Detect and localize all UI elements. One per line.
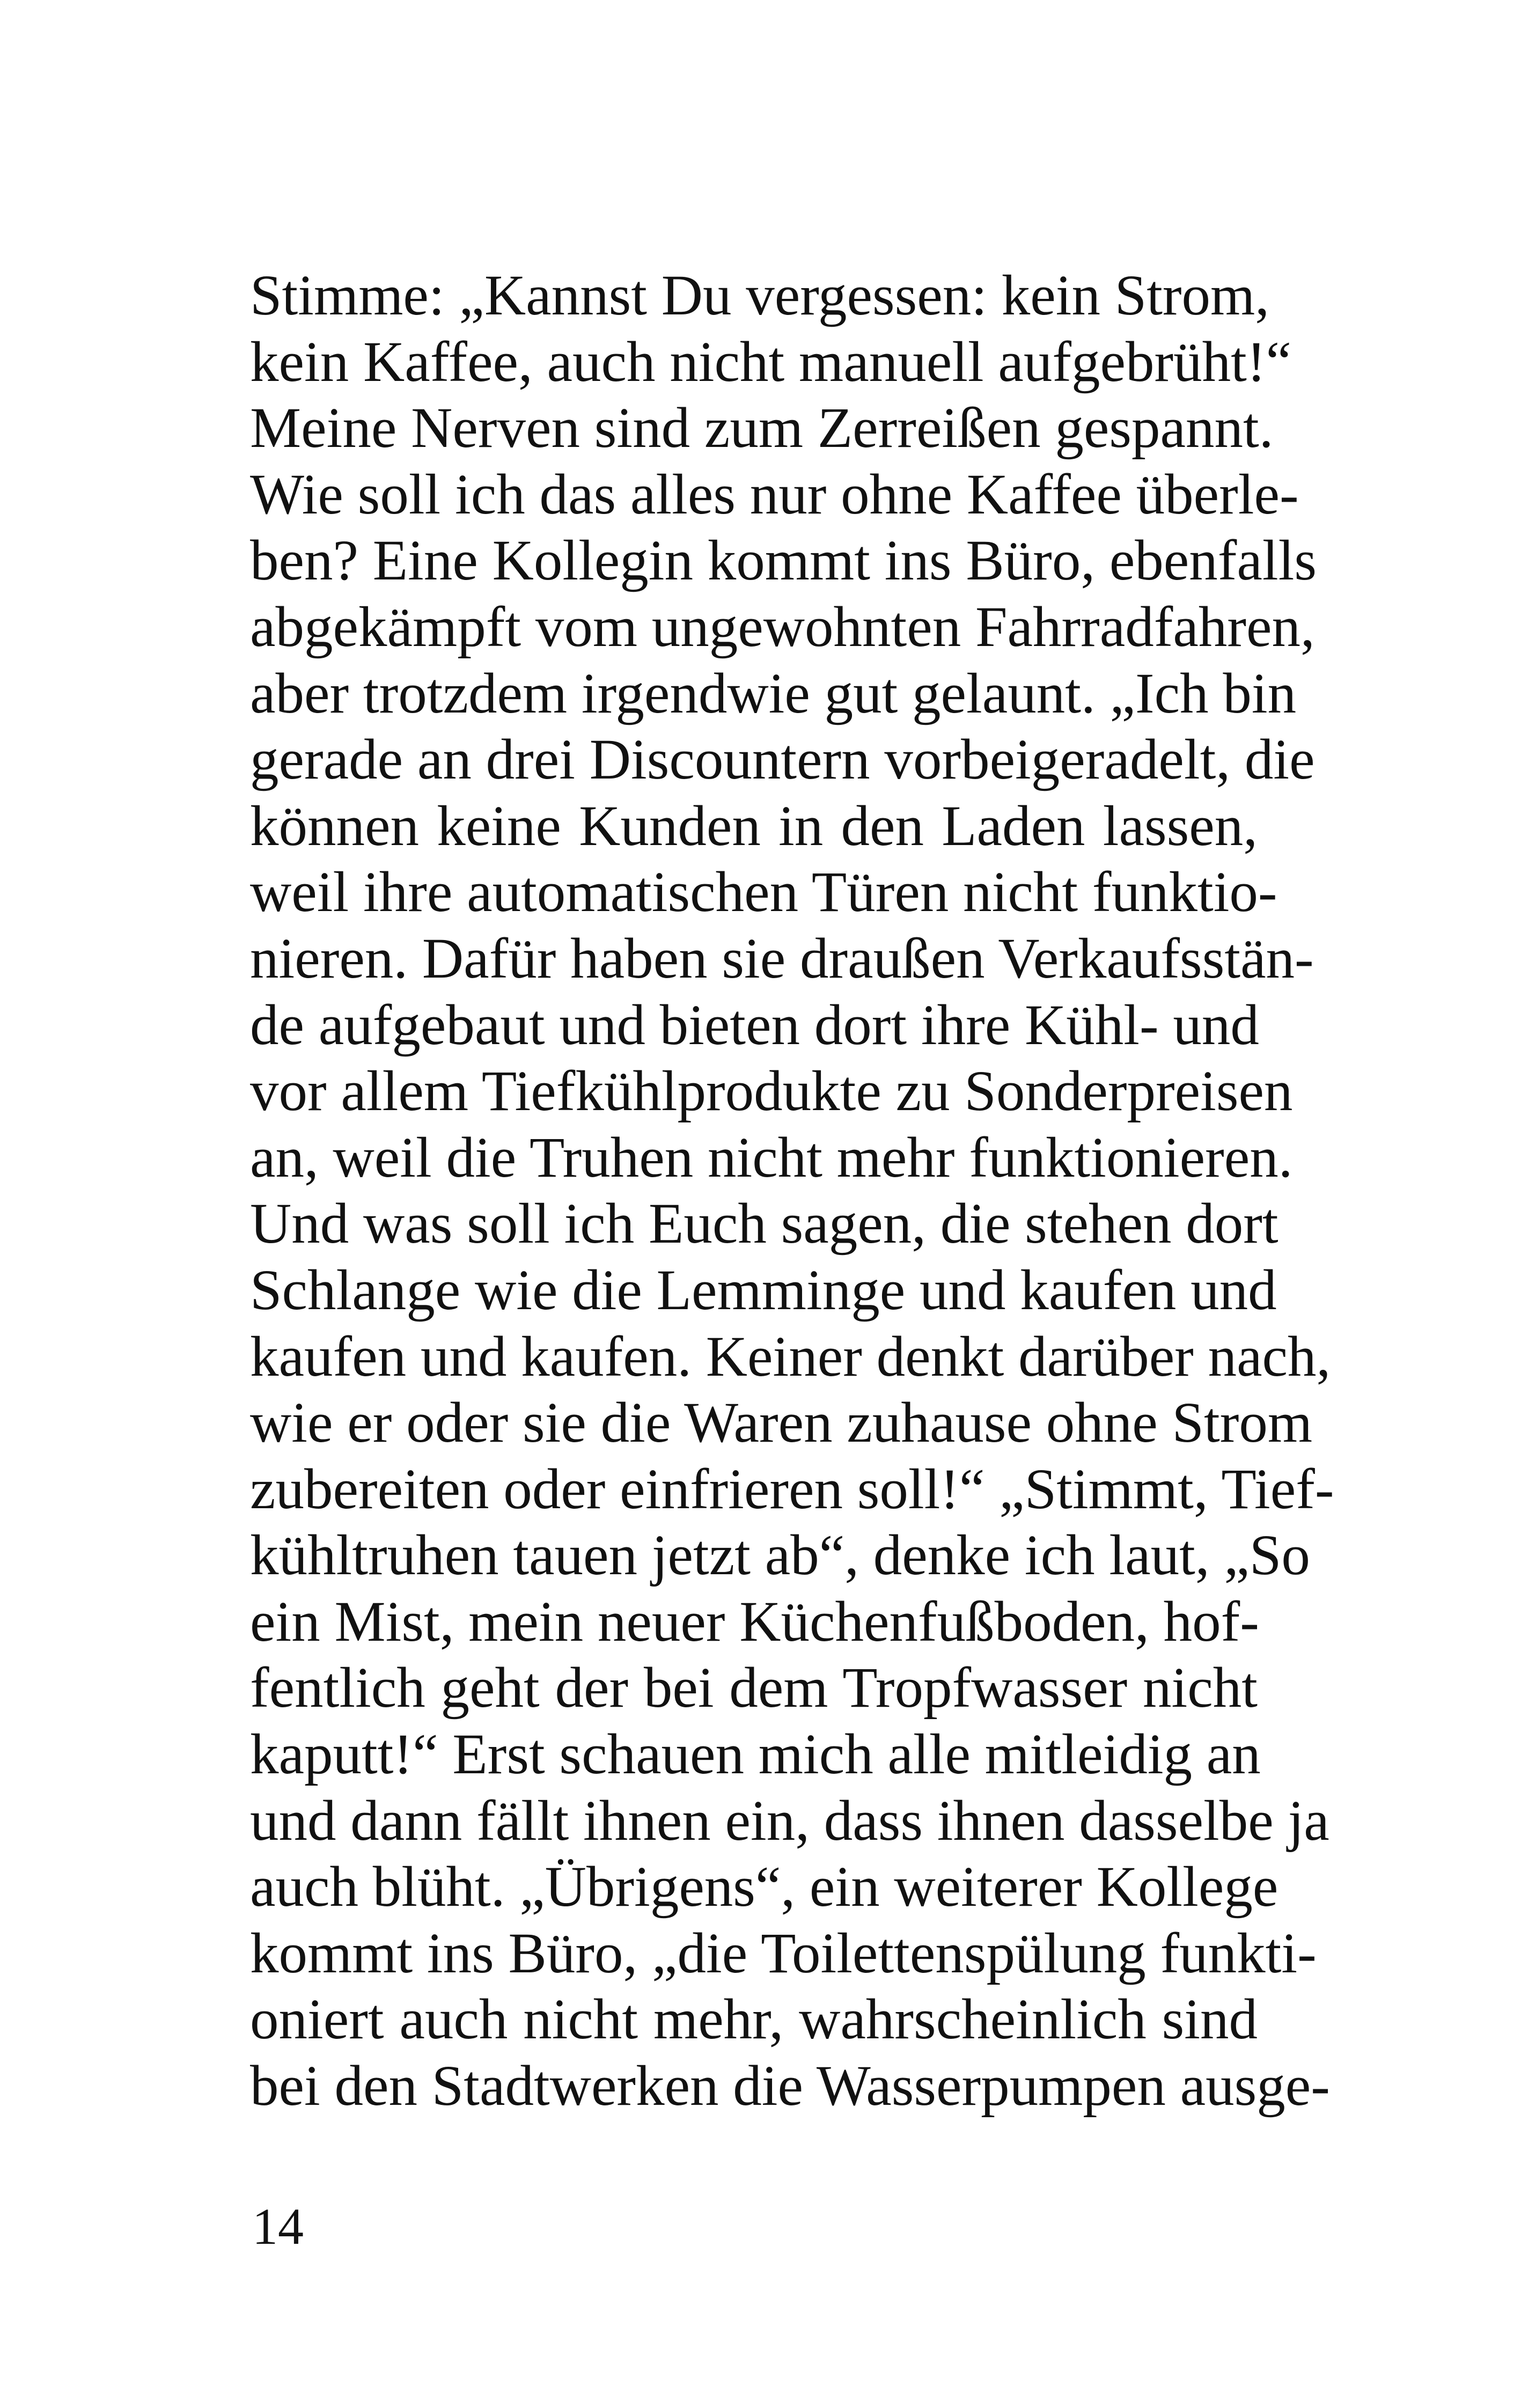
text-line: vor allem Tiefkühlprodukte zu Sonderpreisen — [250, 1060, 1293, 1124]
text-line: ben? Eine Kollegin kommt ins Büro, ebenfalls — [250, 529, 1317, 593]
text-line: kühltruhen tauen jetzt ab“, denke ich laut, „So — [250, 1524, 1310, 1588]
text-line: Schlange wie die Lemminge und kaufen und — [250, 1258, 1277, 1322]
text-line: kommt ins Büro, „die Toilettenspülung funkti- — [250, 1921, 1317, 1985]
text-line: Stimme: „Kannst Du vergessen: kein Strom, — [250, 264, 1270, 327]
text-line: oniert auch nicht mehr, wahrscheinlich sind — [250, 1988, 1258, 2052]
text-line: nieren. Dafür haben sie draußen Verkaufsstän- — [250, 927, 1314, 990]
text-line: an, weil die Truhen nicht mehr funktionieren. — [250, 1126, 1293, 1190]
text-line: bei den Stadtwerken die Wasserpumpen ausge- — [250, 2054, 1330, 2118]
text-line: kaputt!“ Erst schauen mich alle mitleidig an — [250, 1723, 1261, 1787]
text-line: Wie soll ich das alles nur ohne Kaffee überle- — [250, 462, 1299, 526]
text-line: gerade an drei Discountern vorbeigeradelt, die — [250, 728, 1315, 792]
text-line: Meine Nerven sind zum Zerreißen gespannt. — [250, 397, 1274, 460]
text-line: Und was soll ich Euch sagen, die stehen dort — [250, 1192, 1278, 1256]
text-line: aber trotzdem irgendwie gut gelaunt. „Ich bin — [250, 662, 1297, 725]
text-line: und dann fällt ihnen ein, dass ihnen dasselbe ja — [250, 1789, 1329, 1853]
text-line: de aufgebaut und bieten dort ihre Kühl- und — [250, 993, 1259, 1057]
text-line: fentlich geht der bei dem Tropfwasser nicht — [250, 1656, 1258, 1720]
page-number: 14 — [252, 2198, 304, 2255]
text-line: abgekämpft vom ungewohnten Fahrradfahren, — [250, 595, 1315, 659]
text-line: ein Mist, mein neuer Küchenfußboden, hof- — [250, 1590, 1259, 1654]
text-line: zubereiten oder einfrieren soll!“ „Stimmt, Tief- — [250, 1457, 1334, 1521]
text-line: können keine Kunden in den Laden lassen, — [250, 794, 1258, 858]
text-line: auch blüht. „Übrigens“, ein weiterer Kollege — [250, 1855, 1278, 1919]
text-line: weil ihre automatischen Türen nicht funktio- — [250, 861, 1277, 924]
page-body-text — [250, 263, 1334, 2120]
text-line: kaufen und kaufen. Keiner denkt darüber nach, — [250, 1325, 1331, 1389]
text-line: wie er oder sie die Waren zuhause ohne Strom — [250, 1391, 1313, 1455]
text-line: kein Kaffee, auch nicht manuell aufgebrüht!“ — [250, 330, 1291, 394]
